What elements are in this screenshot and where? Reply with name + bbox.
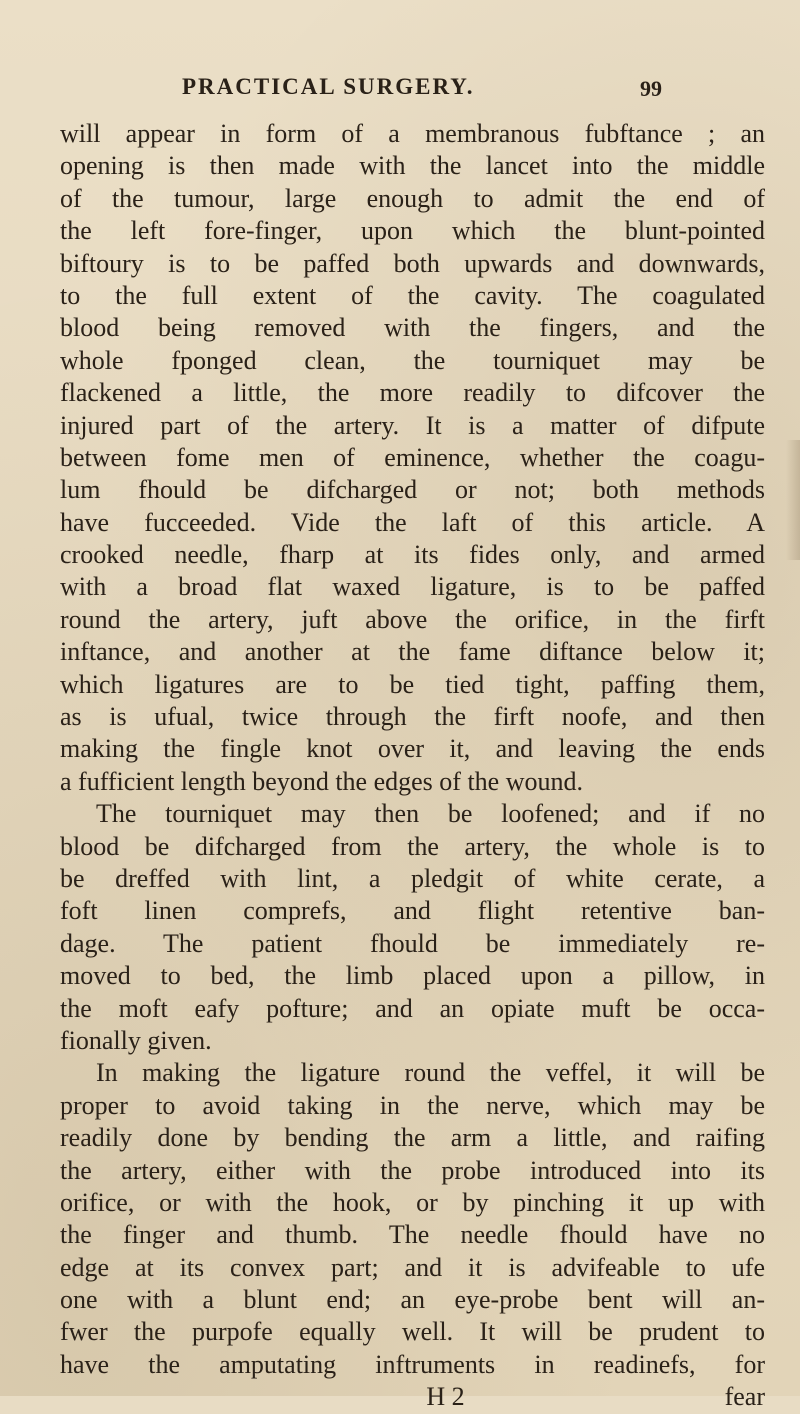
- text-line: the left fore-finger, upon which the blunt-pointed: [60, 216, 765, 246]
- text-line: one with a blunt end; an eye-probe bent will an-: [60, 1285, 765, 1315]
- text-line: orifice, or with the hook, or by pinching it up with: [60, 1187, 765, 1217]
- text-line: biftoury is to be paffed both upwards and downwards,: [60, 248, 765, 278]
- text-line: as is ufual, twice through the firft noofe, and then: [60, 702, 765, 732]
- signature-mark: H 2: [426, 1382, 465, 1412]
- text-line: proper to avoid taking in the nerve, which may be: [60, 1090, 765, 1120]
- running-head: PRACTICAL SURGERY.: [182, 74, 475, 99]
- page-header: [182, 74, 662, 114]
- page-footer: [60, 1381, 765, 1413]
- text-line: lum fhould be difcharged or not; both methods: [60, 475, 765, 505]
- text-line: with a broad flat waxed ligature, is to be paffed: [60, 572, 765, 602]
- body-text: [60, 118, 765, 1414]
- text-line: foft linen comprefs, and flight retentive ban-: [60, 896, 765, 926]
- text-line: opening is then made with the lancet into the middle: [60, 151, 765, 181]
- text-line: a fufficient length beyond the edges of the wound.: [60, 766, 583, 796]
- text-line: fwer the purpofe equally well. It will be prudent to: [60, 1317, 765, 1347]
- text-line: will appear in form of a membranous fubftance ; an: [60, 119, 765, 148]
- text-line: which ligatures are to be tied tight, paffing them,: [60, 669, 765, 699]
- text-line: fionally given.: [60, 1025, 212, 1055]
- text-line: inftance, and another at the fame diftance below it;: [60, 637, 765, 667]
- text-line: readily done by bending the arm a little, and raifing: [60, 1123, 765, 1153]
- text-line: edge at its convex part; and it is advifeable to ufe: [60, 1252, 765, 1282]
- text-line: between fome men of eminence, whether the coagu-: [60, 442, 765, 472]
- text-line: to the full extent of the cavity. The coagulated: [60, 280, 765, 310]
- catchword: fear: [724, 1382, 765, 1412]
- page-edge-stain: [786, 440, 800, 560]
- text-line: dage. The patient fhould be immediately re-: [60, 928, 765, 958]
- text-line: The tourniquet may then be loofened; and if no: [96, 799, 765, 829]
- text-line: whole fponged clean, the tourniquet may be: [60, 345, 765, 375]
- text-line: blood be difcharged from the artery, the whole is to: [60, 831, 765, 861]
- page-number: 99: [640, 76, 662, 101]
- text-line: the artery, either with the probe introduced into its: [60, 1155, 765, 1185]
- text-line: injured part of the artery. It is a matter of difpute: [60, 410, 765, 440]
- text-line: crooked needle, fharp at its fides only, and armed: [60, 540, 765, 570]
- text-line: In making the ligature round the veffel, it will be: [96, 1058, 765, 1088]
- text-line: have fucceeded. Vide the laft of this article. A: [60, 507, 765, 537]
- text-line: round the artery, juft above the orifice, in the firft: [60, 604, 765, 634]
- text-line: moved to bed, the limb placed upon a pillow, in: [60, 961, 765, 991]
- text-line: have the amputating inftruments in readinefs, for: [60, 1349, 765, 1379]
- text-line: blood being removed with the fingers, and the: [60, 313, 765, 343]
- text-line: be dreffed with lint, a pledgit of white cerate, a: [60, 863, 765, 893]
- text-line: making the fingle knot over it, and leaving the ends: [60, 734, 765, 764]
- text-line: the moft eafy pofture; and an opiate muft be occa-: [60, 993, 765, 1023]
- text-line: of the tumour, large enough to admit the end of: [60, 183, 765, 213]
- text-line: the finger and thumb. The needle fhould have no: [60, 1220, 765, 1250]
- text-line: flackened a little, the more readily to difcover the: [60, 378, 765, 408]
